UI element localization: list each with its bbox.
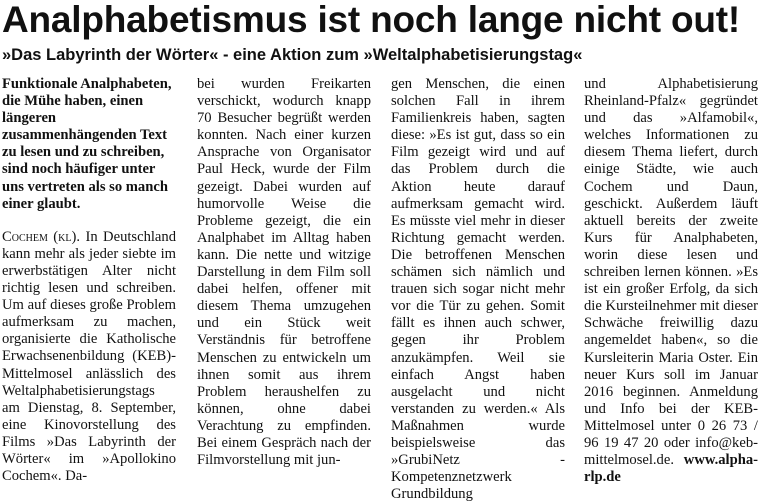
article-url[interactable]: www.alpha-rlp.de: [584, 452, 758, 486]
article-dateline: Cochem (kl).: [2, 228, 80, 245]
article-column-2: [197, 76, 371, 469]
column-1-text: In Deutschland kann mehr als jeder siebte im erwerbstätigen Alter nicht richtig lesen und schreiben. Um auf dieses große Problem aufmerksam zu machen, organisierte die Katholische Erwachsenenbildung (KEB)-Mittelmosel anlässlich des Weltalphabetisierungstags am Dienstag, 8. September, eine Kinovorstellung des Films »Das Labyrinth der Wörter« im »Apollokino Cochem«. Da-: [2, 228, 176, 485]
column-4-body: [584, 76, 758, 486]
article-headline: Analphabetismus ist noch lange nicht out!: [2, 0, 741, 40]
article-column-3: [391, 76, 565, 503]
column-1-body: [2, 229, 176, 485]
article-subheadline: »Das Labyrinth der Wörter« - eine Aktion zum »Weltalphabetisierungstag«: [2, 46, 583, 64]
article-column-1: [2, 76, 176, 485]
article-lead: Funktionale Analphabeten, die Mühe haben, einen längeren zusammenhängenden Text zu lesen und zu schreiben, sind noch häufiger unter uns vertreten als so manch einer glaubt.: [2, 76, 172, 212]
column-3-text: gen Menschen, die einen solchen Fall in ihrem Familienkreis haben, sagten diese: »Es ist gut, dass so ein Film gezeigt wird und auf das Problem durch die Aktion heute darauf aufmerksam gemacht wird. Es müsste viel mehr in dieser Richtung gemacht werden. Die betroffenen Menschen schämen sich nämlich und trauen sich sogar nicht mehr vor die Tür zu gehen. Somit fällt es ihnen auch schwer, gegen ihr Problem anzukämpfen. Weil sie einfach Angst haben ausgelacht und nicht verstanden zu werden.« Als Maßnahmen wurde beispielsweise das »GrubiNetz - Kompetenznetzwerk Grundbildung: [391, 76, 565, 503]
article-column-4: [584, 76, 758, 486]
column-2-text: bei wurden Freikarten verschickt, wodurch knapp 70 Besucher begrüßt werden konnten. Nach einer kurzen Ansprache von Organisator Paul Heck, wurde der Film gezeigt. Dabei wurden auf humorvolle Weise die Probleme gezeigt, die ein Analphabet im Alltag haben kann. Die nette und witzige Darstellung in dem Film soll dabei helfen, offener mit diesem Thema umzugehen und ein Stück weit Verständnis für betroffene Menschen zu entwickeln um ihnen somit aus ihrem Problem heraushelfen zu können, ohne dabei Verachtung zu empfinden. Bei einem Gespräch nach der Filmvorstellung mit jun-: [197, 76, 371, 469]
column-4-text: und Alphabetisierung Rheinland-Pfalz« gegründet und das »Alfamobil«, welches Informationen zu diesem Thema liefert, durch einige Städte, wie auch Cochem und Daun, geschickt. Außerdem läuft aktuell bereits der zweite Kurs für Analphabeten, worin diese lesen und schreiben lernen können. »Es ist ein großer Erfolg, da sich die Kursteilnehmer mit dieser Schwäche freiwillig dazu angemeldet haben«, so die Kursleiterin Maria Oster. Ein neuer Kurs soll im Januar 2016 beginnen. Anmeldung und Info bei der KEB-Mittelmosel unter 0 26 73 / 96 19 47 20 oder info@keb-mittelmosel.de.: [584, 76, 758, 469]
